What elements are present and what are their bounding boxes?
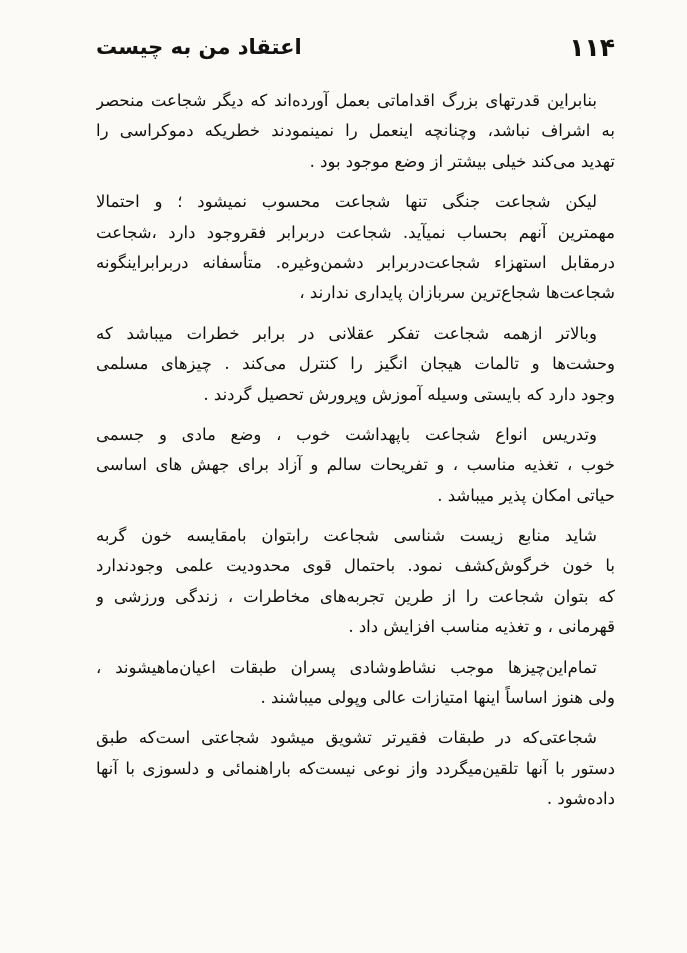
- text-line: ولی هنوز اساساً اینها امتیازات عالی وپولی میباشند .: [260, 688, 615, 708]
- paragraph: [96, 653, 615, 714]
- text-line: خوب ، تغذیه مناسب ، و تفریحات سالم و آزاد برای جهش های اساسی: [96, 455, 615, 475]
- text-line: وتدریس انواع شجاعت باپهداشت خوب ، وضع مادی و جسمی: [96, 424, 597, 444]
- paragraph: [96, 187, 615, 309]
- text-line: مهمترین آنهم بحساب نمیآید. شجاعت دربرابر فقروجود دارد ،شجاعت: [96, 222, 615, 242]
- page-header: [96, 30, 615, 64]
- text-line: داده‌شود .: [546, 789, 615, 809]
- text-line: شجاعت‌ها شجاع‌ترین سربازان پایداری ندارند ،: [299, 283, 615, 303]
- text-line: شجاعتی‌که در طبقات فقیرتر تشویق میشود شجاعتی است‌که طبق: [96, 728, 597, 748]
- paragraph: [96, 86, 615, 177]
- text-line: بنابراین قدرتهای بزرگ اقداماتی بعمل آورده‌اند که دیگر شجاعت منحصر: [96, 91, 597, 110]
- paragraph: [96, 420, 615, 511]
- text-line: درمقابل استهزاء شجاعت‌دربرابر دشمن‌وغیره. متأسفانه دربرابراینگونه: [96, 252, 615, 272]
- paragraph: [96, 319, 615, 410]
- text-line: که بتوان شجاعت را از طرین تجربه‌های مخاطرات ، زندگی ورزشی و: [96, 586, 615, 606]
- text-line: وجود دارد که بایستی وسیله آموزش وپرورش تحصیل گردند .: [203, 384, 615, 404]
- paragraph: [96, 723, 615, 814]
- running-title: اعتقاد من به چیست: [96, 35, 302, 59]
- text-line: با خون خرگوش‌کشف نمود. باحتمال قوی محدودیت علمی وجودندارد: [96, 556, 615, 576]
- text-line: شاید منابع زیست شناسی شجاعت رابتوان بامقایسه خون گربه: [96, 526, 597, 546]
- page-number: ۱۱۴: [569, 32, 615, 62]
- text-line: تهدید می‌کند خیلی بیشتر از وضع موجود بود .: [309, 151, 615, 171]
- body-text: [96, 86, 615, 815]
- text-line: تمام‌این‌چیزها موجب نشاط‌وشادی پسران طبقات اعیان‌ماهیشوند ،: [96, 657, 597, 677]
- text-line: وبالاتر ازهمه شجاعت تفکر عقلانی در برابر خطرات میباشد که: [96, 323, 597, 343]
- text-line: حیاتی امکان پذیر میباشد .: [437, 485, 615, 505]
- text-line: دستور با آنها تلقین‌میگردد واز نوعی نیست‌که باراهنمائی و دلسوزی با آنها: [96, 758, 615, 778]
- paragraph: [96, 521, 615, 643]
- text-line: لیکن شجاعت جنگی تنها شجاعت محسوب نمیشود ؛ و احتمالا: [96, 192, 597, 212]
- text-line: وحشت‌ها و تالمات هیجان انگیز را کنترل می‌کند . چیزهای مسلمی: [96, 354, 615, 374]
- text-line: قهرمانی ، و تغذیه مناسب افزایش داد .: [348, 617, 615, 637]
- text-line: به اشراف نباشد، وچنانچه اینعمل را نمینمودند خطریکه دموکراسی را: [96, 121, 615, 141]
